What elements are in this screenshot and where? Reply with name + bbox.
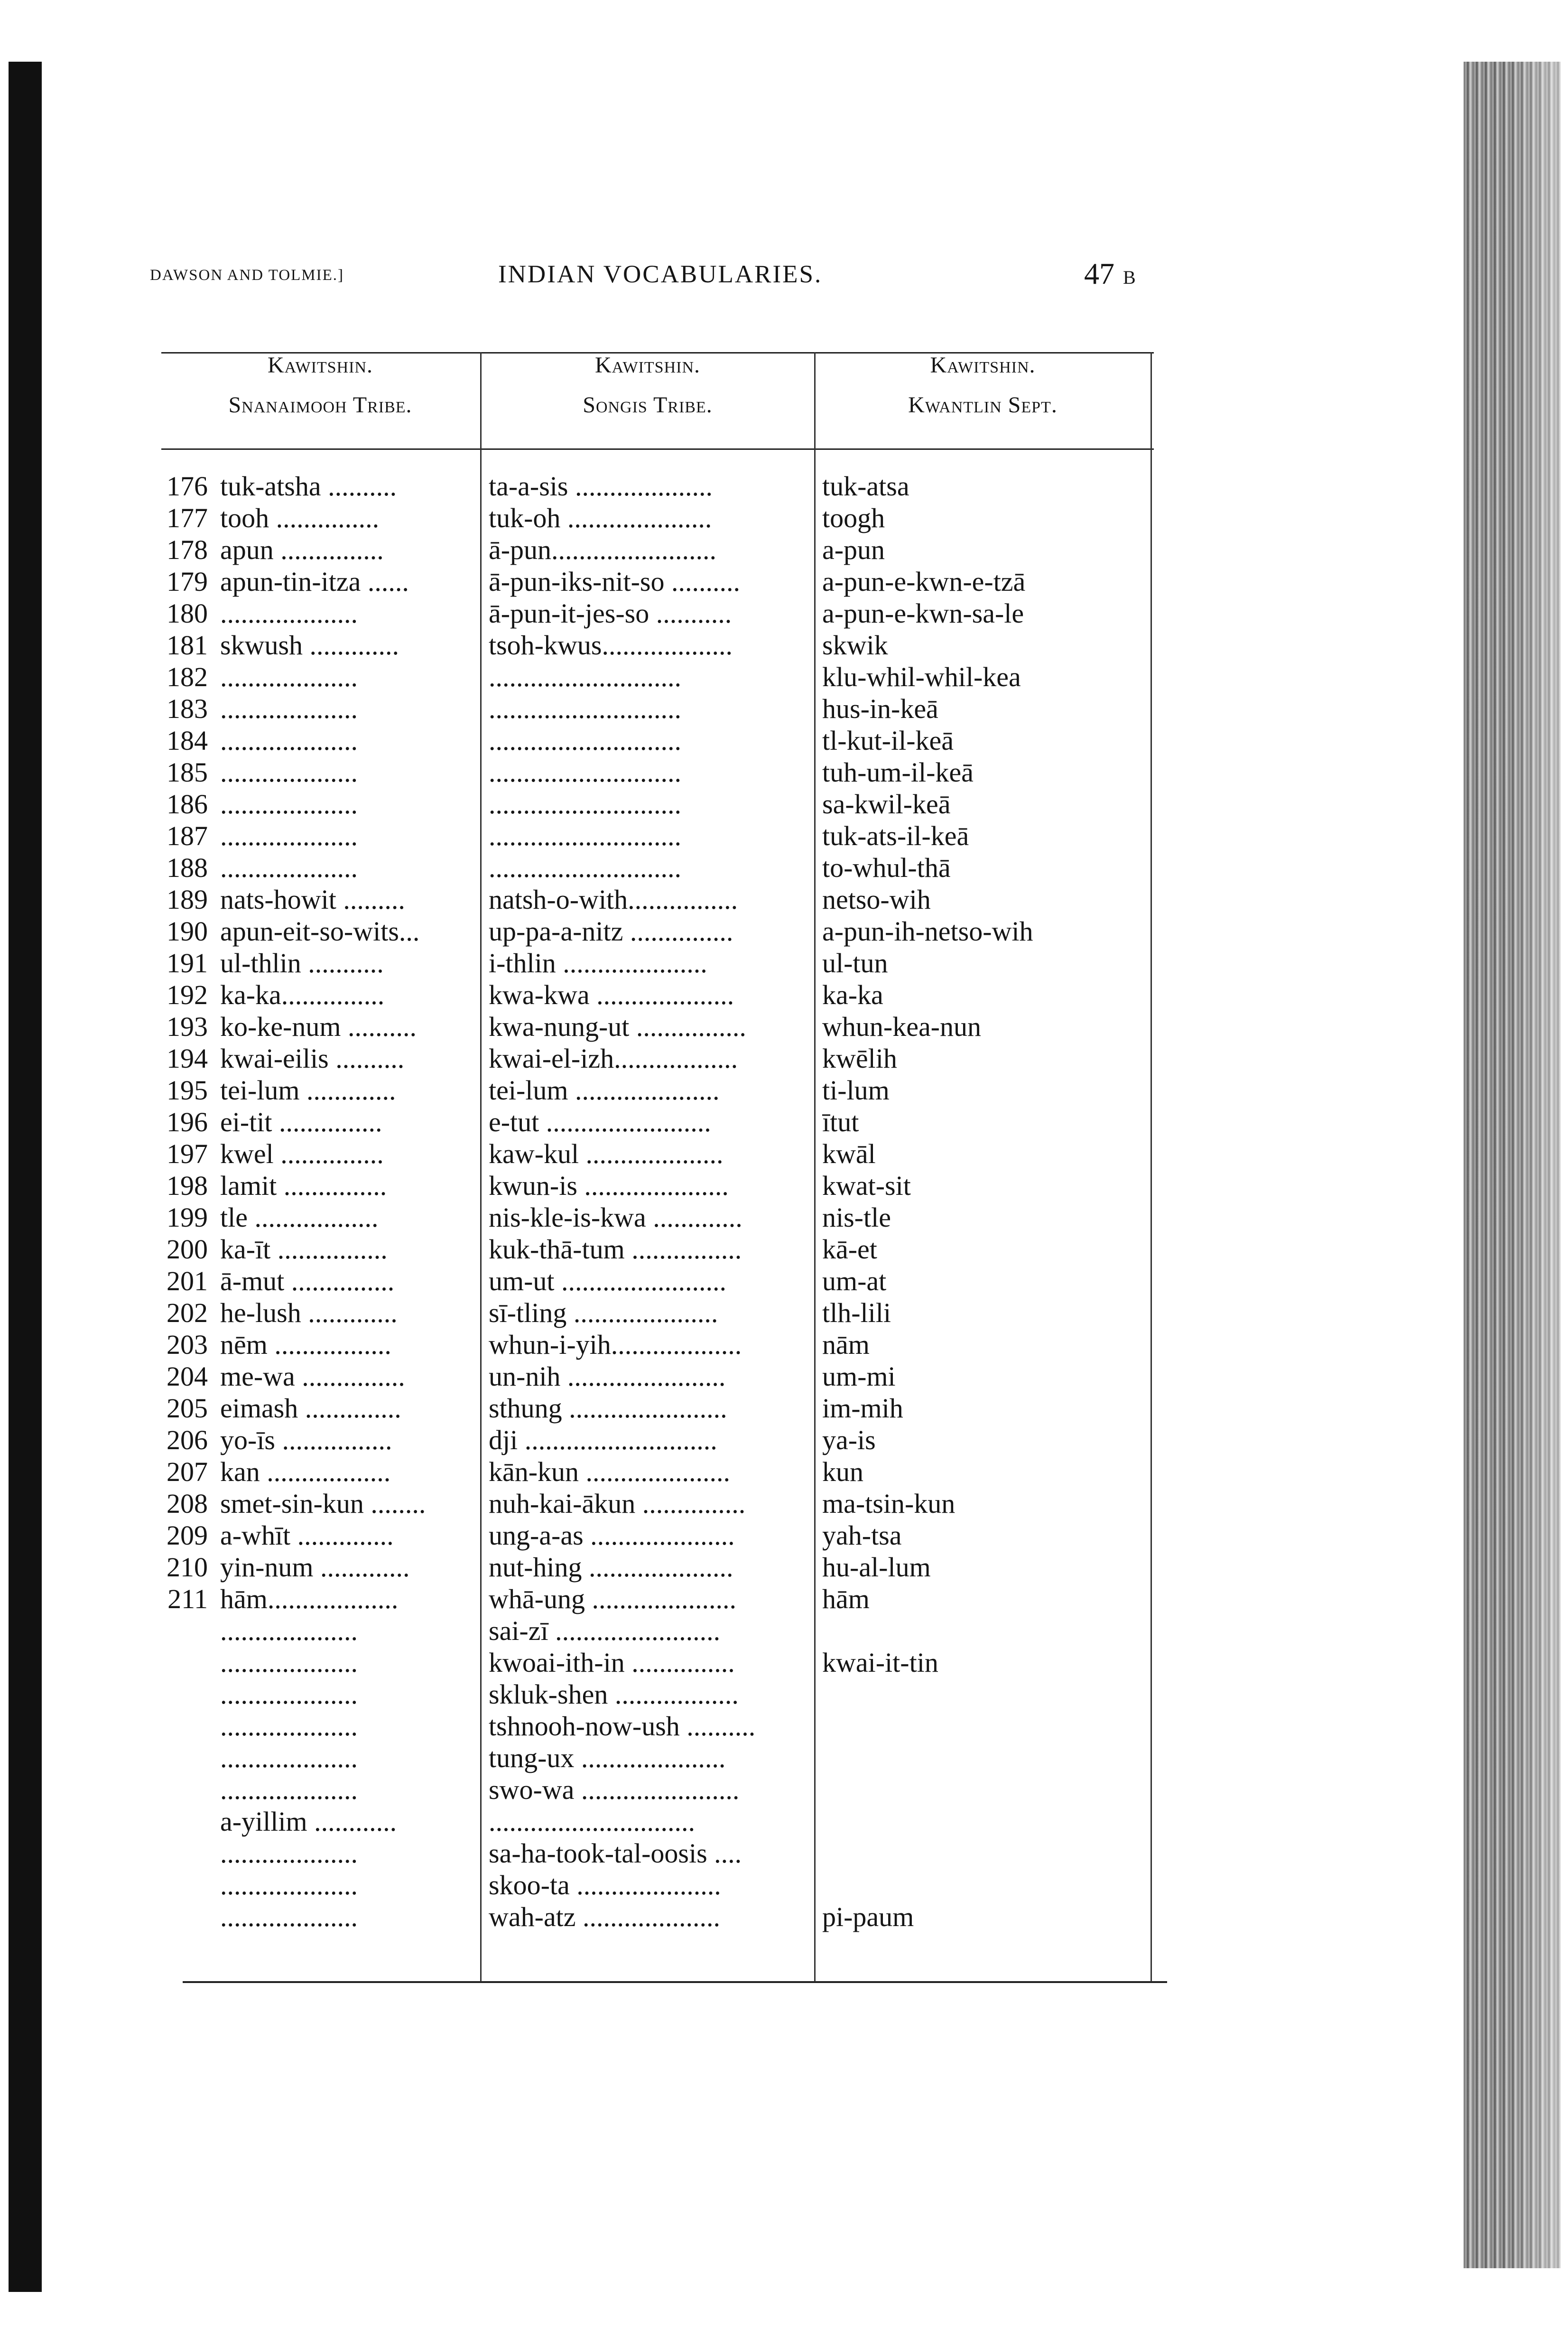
kwantlin-word: ya-is	[822, 1425, 876, 1455]
row-number: 178	[167, 534, 208, 565]
page-number-value: 47	[1084, 257, 1114, 290]
snanaimooh-word: tle ..................	[220, 1202, 379, 1233]
row-number: 207	[167, 1456, 208, 1487]
snanaimooh-word: ....................	[220, 757, 358, 788]
snanaimooh-word: ko-ke-num ..........	[220, 1011, 417, 1042]
snanaimooh-word: nēm .................	[220, 1329, 391, 1360]
songis-word: ............................	[489, 757, 681, 788]
row-number: 200	[167, 1234, 208, 1265]
kwantlin-word: a-pun-e-kwn-e-tzā	[822, 566, 1026, 597]
row-number: 197	[167, 1138, 208, 1169]
snanaimooh-word: a-yillim ............	[220, 1806, 397, 1837]
kwantlin-word: kā-et	[822, 1234, 877, 1265]
column-header-3	[816, 345, 1150, 425]
row-number: 194	[167, 1043, 208, 1074]
snanaimooh-word: ....................	[220, 1679, 358, 1710]
snanaimooh-word: smet-sin-kun ........	[220, 1488, 426, 1519]
kwantlin-word: tl-kut-il-keā	[822, 725, 954, 756]
songis-word: sthung .......................	[489, 1393, 727, 1424]
songis-word: kwun-is .....................	[489, 1170, 729, 1201]
songis-word: ............................	[489, 693, 681, 724]
kwantlin-word: ītut	[822, 1107, 859, 1137]
snanaimooh-word: ka-ka...............	[220, 979, 385, 1010]
songis-word: natsh-o-with................	[489, 884, 738, 915]
row-number: 185	[167, 757, 208, 788]
page-number	[1084, 256, 1136, 291]
kwantlin-word: tuk-ats-il-keā	[822, 820, 969, 851]
snanaimooh-word: ....................	[220, 820, 358, 851]
snanaimooh-word: ....................	[220, 1711, 358, 1741]
row-number: 177	[167, 503, 208, 533]
snanaimooh-word: ....................	[220, 1615, 358, 1646]
songis-word: ............................	[489, 852, 681, 883]
kwantlin-word: kwat-sit	[822, 1170, 911, 1201]
snanaimooh-word: yin-num .............	[220, 1552, 410, 1583]
row-number: 205	[167, 1393, 208, 1424]
snanaimooh-word: ....................	[220, 1838, 358, 1869]
kwantlin-word: yah-tsa	[822, 1520, 902, 1551]
songis-word: i-thlin .....................	[489, 948, 707, 978]
snanaimooh-word: apun-eit-so-wits...	[220, 916, 420, 947]
snanaimooh-word: ā-mut ...............	[220, 1266, 395, 1296]
songis-word: tsoh-kwus...................	[489, 630, 733, 661]
row-number: 204	[167, 1361, 208, 1392]
songis-word: ta-a-sis ....................	[489, 471, 713, 502]
column-divider-1	[480, 352, 482, 1982]
running-head-title: INDIAN VOCABULARIES.	[498, 261, 823, 288]
row-number: 206	[167, 1425, 208, 1455]
kwantlin-word: pi-paum	[822, 1901, 914, 1932]
songis-word: nuh-kai-ākun ...............	[489, 1488, 746, 1519]
kwantlin-word: sa-kwil-keā	[822, 789, 951, 819]
header-bottom-rule	[161, 448, 1154, 450]
snanaimooh-word: tei-lum .............	[220, 1075, 396, 1106]
column-header-1-tribe: Snanaimooh Tribe.	[228, 392, 412, 418]
row-number: 191	[167, 948, 208, 978]
snanaimooh-word: apun-tin-itza ......	[220, 566, 409, 597]
songis-word: whun-i-yih...................	[489, 1329, 742, 1360]
songis-word: kwa-kwa ....................	[489, 979, 734, 1010]
snanaimooh-word: ....................	[220, 725, 358, 756]
snanaimooh-word: ....................	[220, 789, 358, 819]
row-number: 184	[167, 725, 208, 756]
page-binding-edge	[9, 62, 42, 2292]
kwantlin-word: im-mih	[822, 1393, 903, 1424]
kwantlin-word: ka-ka	[822, 979, 883, 1010]
kwantlin-word: netso-wih	[822, 884, 931, 915]
songis-word: ā-pun........................	[489, 534, 717, 565]
songis-word: dji ............................	[489, 1425, 717, 1455]
row-number: 189	[167, 884, 208, 915]
column-header-1	[161, 345, 479, 425]
column-header-2	[482, 345, 814, 425]
snanaimooh-word: ....................	[220, 1774, 358, 1805]
row-number: 176	[167, 471, 208, 502]
row-number: 209	[167, 1520, 208, 1551]
songis-word: ā-pun-iks-nit-so ..........	[489, 566, 740, 597]
row-number: 202	[167, 1297, 208, 1328]
songis-word: wah-atz ....................	[489, 1901, 721, 1932]
kwantlin-word: to-whul-thā	[822, 852, 951, 883]
snanaimooh-word: skwush .............	[220, 630, 399, 661]
snanaimooh-word: ....................	[220, 1901, 358, 1932]
page-number-suffix: B	[1123, 267, 1136, 288]
kwantlin-word: kun	[822, 1456, 863, 1487]
snanaimooh-word: ....................	[220, 661, 358, 692]
row-number: 198	[167, 1170, 208, 1201]
row-number: 186	[167, 789, 208, 819]
column-header-3-name: Kawitshin.	[930, 353, 1036, 378]
snanaimooh-word: a-whīt ..............	[220, 1520, 394, 1551]
snanaimooh-word: nats-howit .........	[220, 884, 405, 915]
songis-word: up-pa-a-nitz ...............	[489, 916, 733, 947]
songis-word: ............................	[489, 661, 681, 692]
snanaimooh-word: eimash ..............	[220, 1393, 401, 1424]
snanaimooh-word: ....................	[220, 598, 358, 629]
songis-word: sai-zī ........................	[489, 1615, 721, 1646]
songis-word: kaw-kul ....................	[489, 1138, 724, 1169]
kwantlin-word: tuh-um-il-keā	[822, 757, 974, 788]
kwantlin-word: a-pun-ih-netso-wih	[822, 916, 1033, 947]
row-number: 183	[167, 693, 208, 724]
snanaimooh-word: ....................	[220, 852, 358, 883]
songis-word: e-tut ........................	[489, 1107, 711, 1137]
snanaimooh-word: ....................	[220, 1742, 358, 1773]
row-number: 210	[167, 1552, 208, 1583]
songis-word: ............................	[489, 725, 681, 756]
snanaimooh-word: ....................	[220, 1647, 358, 1678]
songis-word: kān-kun .....................	[489, 1456, 731, 1487]
column-header-1-name: Kawitshin.	[267, 353, 373, 378]
row-number: 203	[167, 1329, 208, 1360]
songis-word: skoo-ta .....................	[489, 1870, 721, 1900]
songis-word: tei-lum .....................	[489, 1075, 720, 1106]
songis-word: swo-wa .......................	[489, 1774, 740, 1805]
songis-word: skluk-shen ..................	[489, 1679, 739, 1710]
table-right-edge	[1150, 352, 1152, 1982]
kwantlin-word: hus-in-keā	[822, 693, 938, 724]
songis-word: ............................	[489, 820, 681, 851]
kwantlin-word: nām	[822, 1329, 870, 1360]
songis-word: un-nih .......................	[489, 1361, 726, 1392]
row-number: 199	[167, 1202, 208, 1233]
row-number: 180	[167, 598, 208, 629]
kwantlin-word: toogh	[822, 503, 885, 533]
kwantlin-word: a-pun	[822, 534, 885, 565]
snanaimooh-word: ....................	[220, 693, 358, 724]
column-header-3-tribe: Kwantlin Sept.	[908, 392, 1058, 418]
row-number: 211	[167, 1583, 208, 1614]
snanaimooh-word: ....................	[220, 1870, 358, 1900]
songis-word: kwoai-ith-in ...............	[489, 1647, 735, 1678]
column-divider-2	[814, 352, 816, 1982]
kwantlin-word: kwai-it-tin	[822, 1647, 938, 1678]
songis-word: whā-ung .....................	[489, 1583, 736, 1614]
songis-word: kwai-el-izh..................	[489, 1043, 738, 1074]
kwantlin-word: whun-kea-nun	[822, 1011, 982, 1042]
kwantlin-word: ma-tsin-kun	[822, 1488, 956, 1519]
songis-word: tuk-oh .....................	[489, 503, 712, 533]
songis-word: ā-pun-it-jes-so ...........	[489, 598, 732, 629]
snanaimooh-word: apun ...............	[220, 534, 384, 565]
row-number: 208	[167, 1488, 208, 1519]
songis-word: sa-ha-took-tal-oosis ....	[489, 1838, 742, 1869]
snanaimooh-word: kwel ...............	[220, 1138, 384, 1169]
kwantlin-word: hu-al-lum	[822, 1552, 931, 1583]
snanaimooh-word: ei-tit ...............	[220, 1107, 382, 1137]
row-number: 190	[167, 916, 208, 947]
snanaimooh-word: lamit ...............	[220, 1170, 387, 1201]
snanaimooh-word: kwai-eilis ..........	[220, 1043, 405, 1074]
snanaimooh-word: me-wa ...............	[220, 1361, 405, 1392]
snanaimooh-word: ul-thlin ...........	[220, 948, 384, 978]
row-number: 181	[167, 630, 208, 661]
running-head-authors: DAWSON AND TOLMIE.]	[150, 267, 344, 284]
row-number: 182	[167, 661, 208, 692]
kwantlin-word: um-mi	[822, 1361, 896, 1392]
column-header-2-name: Kawitshin.	[594, 353, 700, 378]
column-header-2-tribe: Songis Tribe.	[583, 392, 713, 418]
row-number: 201	[167, 1266, 208, 1296]
songis-word: um-ut ........................	[489, 1266, 727, 1296]
snanaimooh-word: tuk-atsha ..........	[220, 471, 397, 502]
snanaimooh-word: he-lush .............	[220, 1297, 398, 1328]
kwantlin-word: a-pun-e-kwn-sa-le	[822, 598, 1024, 629]
snanaimooh-word: yo-īs ................	[220, 1425, 392, 1455]
kwantlin-word: um-at	[822, 1266, 887, 1296]
row-number: 187	[167, 820, 208, 851]
songis-word: kuk-thā-tum ................	[489, 1234, 742, 1265]
songis-word: ............................	[489, 789, 681, 819]
snanaimooh-word: tooh ...............	[220, 503, 380, 533]
kwantlin-word: tuk-atsa	[822, 471, 909, 502]
kwantlin-word: klu-whil-whil-kea	[822, 661, 1021, 692]
kwantlin-word: nis-tle	[822, 1202, 891, 1233]
row-number: 192	[167, 979, 208, 1010]
songis-word: ..............................	[489, 1806, 695, 1837]
kwantlin-word: kwāl	[822, 1138, 876, 1169]
table-bottom-rule	[183, 1981, 1167, 1983]
snanaimooh-word: kan ..................	[220, 1456, 391, 1487]
row-number: 196	[167, 1107, 208, 1137]
songis-word: tshnooh-now-ush ..........	[489, 1711, 756, 1741]
kwantlin-word: ti-lum	[822, 1075, 890, 1106]
kwantlin-word: ul-tun	[822, 948, 888, 978]
songis-word: nis-kle-is-kwa .............	[489, 1202, 742, 1233]
row-number: 179	[167, 566, 208, 597]
snanaimooh-word: ka-īt ................	[220, 1234, 388, 1265]
songis-word: sī-tling .....................	[489, 1297, 718, 1328]
kwantlin-word: tlh-lili	[822, 1297, 891, 1328]
songis-word: tung-ux .....................	[489, 1742, 726, 1773]
kwantlin-word: kwēlih	[822, 1043, 897, 1074]
row-number: 188	[167, 852, 208, 883]
row-number: 193	[167, 1011, 208, 1042]
snanaimooh-word: hām...................	[220, 1583, 399, 1614]
songis-word: ung-a-as .....................	[489, 1520, 735, 1551]
kwantlin-word: skwik	[822, 630, 888, 661]
songis-word: kwa-nung-ut ................	[489, 1011, 746, 1042]
row-number: 195	[167, 1075, 208, 1106]
songis-word: nut-hing .....................	[489, 1552, 733, 1583]
kwantlin-word: hām	[822, 1583, 870, 1614]
